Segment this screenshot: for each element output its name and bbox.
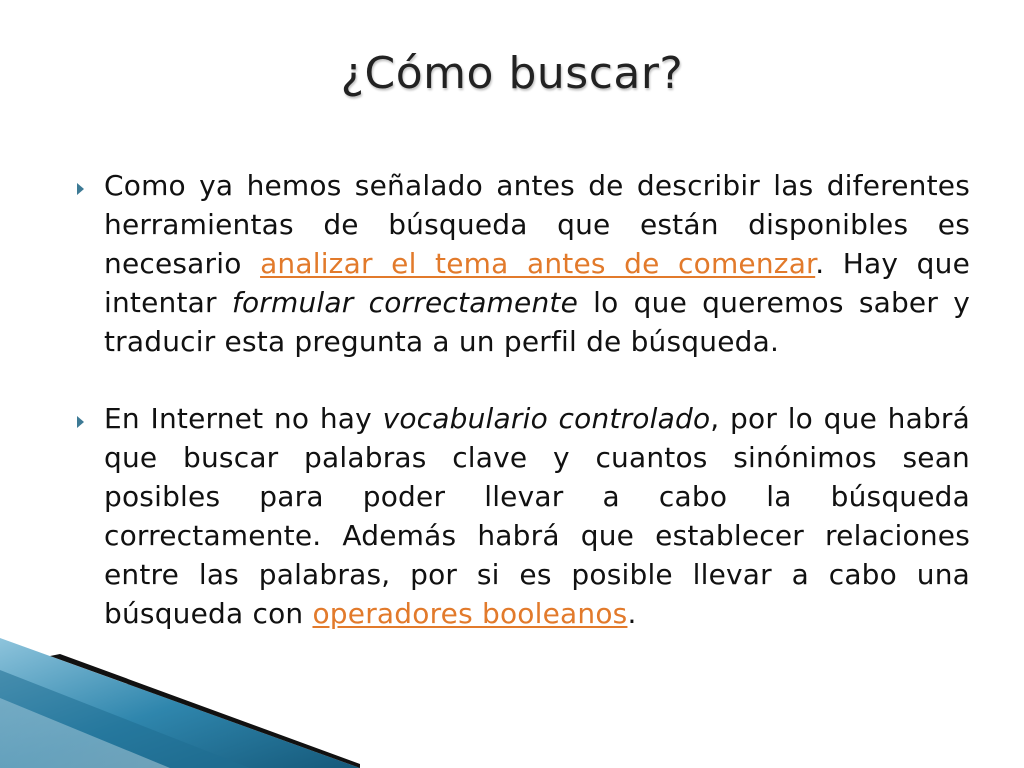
bullet-list xyxy=(70,138,970,661)
corner-decoration xyxy=(0,638,360,768)
triangle-right-icon xyxy=(77,416,84,428)
link-operadores-booleanos[interactable]: operadores booleanos xyxy=(312,597,628,630)
text-run: . Hay que intentar xyxy=(104,247,971,319)
link-analizar-el-tema[interactable]: analizar el tema antes de comenzar xyxy=(260,247,816,280)
text-run: lo que queremos saber y traducir esta pregunta a un perfil de búsqueda. xyxy=(104,286,971,358)
italic-text: formular correctamente xyxy=(231,286,579,319)
text-run: Como ya hemos señalado antes de describir las diferentes herramientas de búsqueda que están disponibles es necesario xyxy=(104,169,970,280)
text-run: . xyxy=(627,597,637,630)
bullet-item xyxy=(70,166,970,361)
text-run: En Internet no hay xyxy=(104,402,383,435)
bullet-item xyxy=(70,399,970,633)
triangle-right-icon xyxy=(77,183,84,195)
bullet-text xyxy=(104,166,970,361)
text-run: , por lo que habrá que buscar palabras clave y cuantos sinónimos sean posibles para poder llevar a cabo la búsqueda correctamente. Además habrá que establecer relaciones entre las palabras, por si es posible llevar a cabo una búsqueda con xyxy=(104,402,970,630)
bullet-text xyxy=(104,399,970,633)
slide-title: ¿Cómo buscar? xyxy=(340,48,684,99)
italic-text: vocabulario controlado xyxy=(382,402,711,435)
